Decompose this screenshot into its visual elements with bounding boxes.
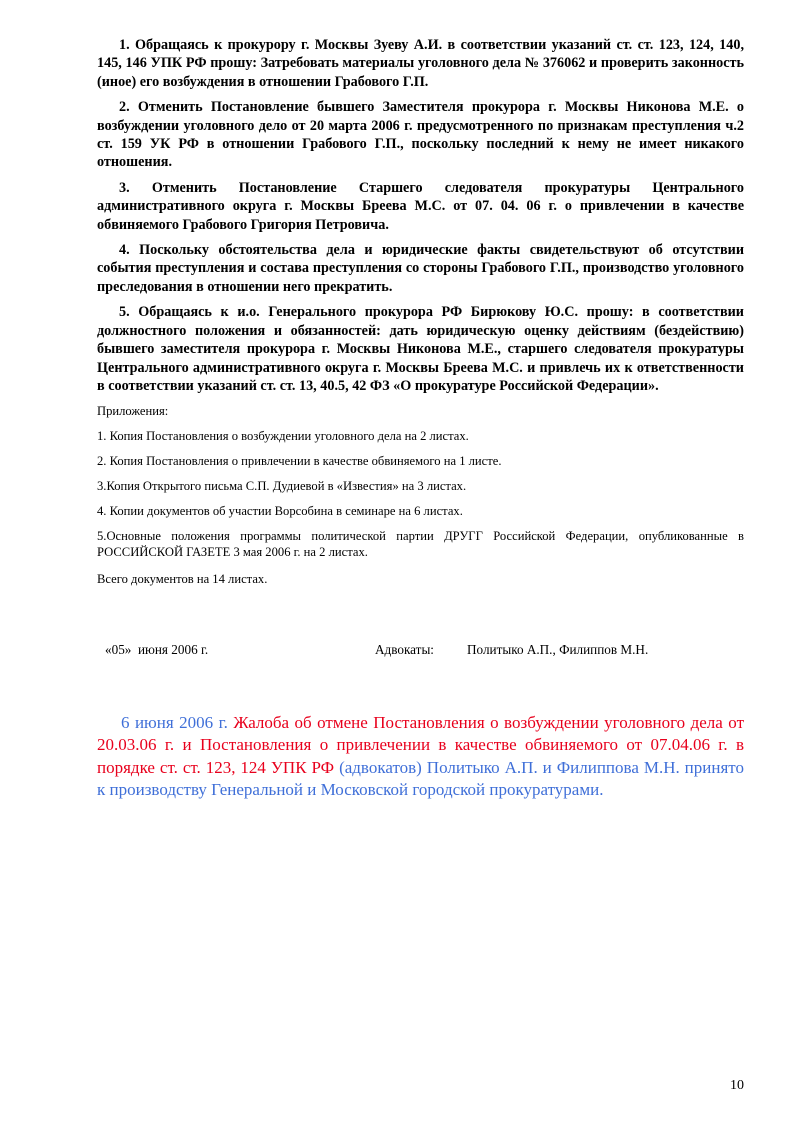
attachment-item-4: 4. Копии документов об участии Ворсобина в семинаре на 6 листах. xyxy=(97,504,463,519)
request-paragraph-4: 4. Поскольку обстоятельства дела и юридические факты свидетельствуют об отсутствии события преступления и состава преступления со стороны Грабового Г.П., производство уголовного преследования в отношении него прекратить. xyxy=(97,242,744,295)
document-body xyxy=(97,36,744,587)
request-paragraph-1: 1. Обращаясь к прокурору г. Москвы Зуеву А.И. в соответствии указаний ст. ст. 123, 124, 140, 145, 146 УПК РФ прошу: Затребовать материалы уголовного дела № 376062 и проверить законность (иное) его возбуждения в отношении Грабового Г.П. xyxy=(97,37,744,90)
attachment-item-5: 5.Основные положения программы политической партии ДРУГГ Российской Федерации, опубликованные в РОССИЙСКОЙ ГАЗЕТЕ 3 мая 2006 г. на 2 листах. xyxy=(97,529,744,560)
attachment-item-1: 1. Копия Постановления о возбуждении уголовного дела на 2 листах. xyxy=(97,429,469,444)
attachment-item-3: 3.Копия Открытого письма С.П. Дудиевой в «Известия» на 3 листах. xyxy=(97,479,467,494)
request-paragraph-2: 2. Отменить Постановление бывшего Заместителя прокурора г. Москвы Никонова М.Е. о возбуждении уголовного дело от 20 марта 2006 г. предусмотренного по признакам преступления ч.2 ст. 159 УК РФ в отношении Грабового Г.П., поскольку последний к нему не имеет никакого отношения. xyxy=(97,99,744,171)
acceptance-note xyxy=(97,712,744,802)
request-paragraph-5: 5. Обращаясь к и.о. Генерального прокурора РФ Бирюкову Ю.С. прошу: в соответствии должностного положения и обязанностей: дать юридическую оценку действиям (бездействию) бывшего заместителя прокурора г. Москвы Никонова М.Е., старшего следователя прокуратуры Центрального административного округа г. Москвы Бреева М.С. и привлечь их к ответственности в соответствии указаний ст. ст. 13, 40.5, 42 ФЗ «О прокуратуре Российской Федерации». xyxy=(97,304,744,394)
attachment-item-2: 2. Копия Постановления о привлечении в качестве обвиняемого на 1 листе. xyxy=(97,454,502,469)
note-date: 6 июня 2006 г. xyxy=(121,713,228,732)
signature-names: Политыко А.П., Филиппов М.Н. xyxy=(467,642,649,657)
page-number: 10 xyxy=(730,1078,744,1093)
request-paragraph-3: 3. Отменить Постановление Старшего следователя прокуратуры Центрального административного округа г. Москвы Бреева М.С. от 07. 04. 06 г. о привлечении в качестве обвиняемого Грабового Григория Петровича. xyxy=(97,179,744,233)
note-rest: (адвокатов) Политыко А.П. и Филиппова М.Н. принято к производству Генеральной и Московской городской прокуратурами. xyxy=(97,757,745,800)
attachments-title: Приложения: xyxy=(97,404,169,419)
signature-date: «05» июня 2006 г. xyxy=(105,642,209,657)
note-complaint: Жалоба об отмене Постановления о возбуждении уголовного дела от 20.03.06 г. и Постановления о привлечении в качестве обвиняемого от 07.04.06 г. в порядке ст. ст. 123, 124 УПК РФ xyxy=(97,713,745,777)
signature-label: Адвокаты: xyxy=(375,642,434,657)
attachments-total: Всего документов на 14 листах. xyxy=(97,572,268,587)
